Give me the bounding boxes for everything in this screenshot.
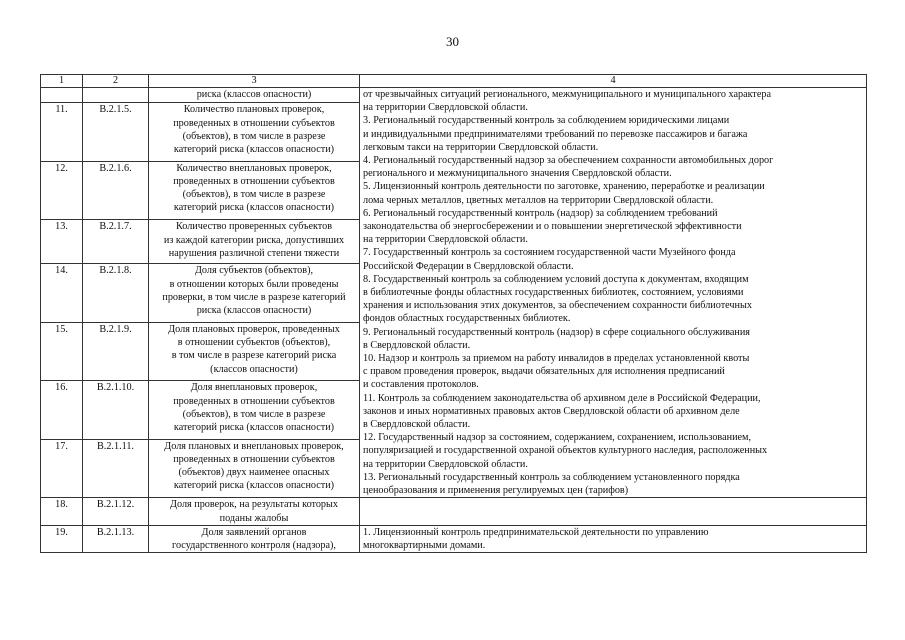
control-type-line: в библиотечные фонды областных государственных библиотек, состоянием, условиями [363, 287, 744, 299]
cell-description [149, 439, 360, 498]
control-type-line: законодательства об энергосбережении и о повышении энергетической эффективности [363, 221, 742, 233]
control-type-line: в Свердловской области. [363, 419, 471, 431]
control-type-line: на территории Свердловской области. [363, 234, 528, 246]
control-type-line: законов и иных нормативных правовых актов Свердловской области об архивном деле [363, 405, 740, 417]
cell-description [149, 220, 360, 264]
description-line: (объектов), в том числе в разрезе [182, 130, 326, 142]
continuation-row [41, 88, 867, 103]
control-type-line: регионального и межмуниципального значения Свердловской области. [363, 168, 672, 180]
description-line: категорий риска (классов опасности) [173, 480, 335, 492]
control-type-line: лома черных металлов, цветных металлов на территории Свердловской области. [363, 194, 714, 206]
control-type-line: и составления протоколов. [363, 379, 479, 391]
header-col-3: 3 [149, 75, 360, 88]
control-type-line: 10. Надзор и контроль за приемом на работу инвалидов в пределах установленной квоты [363, 353, 750, 365]
cell-num: 12. [41, 161, 83, 219]
description-line: Количество проверенных субъектов [175, 221, 333, 233]
indicators-table [40, 74, 867, 553]
control-type-line: 13. Региональный государственный контроль за соблюдением установленного порядка [363, 471, 740, 483]
control-type-line: хранения и использования этих документов, за обеспечением сохранности библиотечных [363, 300, 752, 312]
control-type-line: 9. Региональный государственный контроль (надзор) в сфере социального обслуживания [363, 326, 750, 338]
cell-num: 13. [41, 220, 83, 264]
cell-description [149, 161, 360, 219]
cell-code [83, 88, 149, 103]
header-col-4: 4 [360, 75, 867, 88]
cell-num: 19. [41, 525, 83, 552]
table-row [41, 498, 867, 525]
cell-code: В.2.1.6. [83, 161, 149, 219]
description-line: Количество плановых проверок, [183, 104, 325, 116]
description-line: риска (классов опасности) [196, 89, 312, 100]
control-cell-row18 [360, 498, 867, 525]
cell-num: 16. [41, 381, 83, 439]
control-cell-row19 [360, 525, 867, 552]
control-type-line: 1. Лицензионный контроль предпринимательской деятельности по управлению [363, 526, 709, 538]
control-type-line: 3. Региональный государственный контроль за соблюдением юридическими лицами [363, 115, 730, 127]
control-type-line: 4. Региональный государственный надзор за обеспечением сохранности автомобильных дорог [363, 155, 774, 167]
description-line: Доля плановых проверок, проведенных [168, 323, 340, 335]
description-line: в отношении которых были проведены [169, 278, 339, 290]
description-line: государственного контроля (надзора), [172, 539, 336, 551]
control-type-line: легковым такси на территории Свердловской области. [363, 141, 599, 153]
control-type-line: 5. Лицензионный контроль деятельности по заготовке, хранению, переработке и реализации [363, 181, 765, 193]
description-line: Доля проверок, на результаты которых [170, 499, 338, 511]
description-line: Доля плановых и внеплановых проверок, [164, 440, 344, 452]
description-line: проведенных в отношении субъектов [173, 117, 335, 129]
cell-description [149, 498, 360, 525]
description-line: Доля внеплановых проверок, [190, 382, 318, 394]
description-line: Доля заявлений органов [201, 526, 307, 538]
control-types-cell [360, 88, 867, 498]
cell-num: 17. [41, 439, 83, 498]
control-type-line: на территории Свердловской области. [363, 102, 528, 114]
header-col-2: 2 [83, 75, 149, 88]
cell-code: В.2.1.11. [83, 439, 149, 498]
cell-description [149, 264, 360, 322]
description-line: проведенных в отношении субъектов [173, 395, 335, 407]
cell-num: 11. [41, 103, 83, 161]
description-line: в том числе в разрезе категорий риска [171, 350, 337, 362]
cell-code: В.2.1.7. [83, 220, 149, 264]
description-line: проверки, в том числе в разрезе категорий [162, 291, 346, 303]
cell-num: 15. [41, 322, 83, 380]
control-type-line: 7. Государственный контроль за состоянием государственной части Музейного фонда [363, 247, 736, 259]
cell-num: 14. [41, 264, 83, 322]
cell-num [41, 88, 83, 103]
description-line: (классов опасности) [210, 363, 298, 375]
description-line: категорий риска (классов опасности) [173, 421, 335, 433]
description-line: (объектов), в том числе в разрезе [182, 189, 326, 201]
control-type-line: Российской Федерации в Свердловской области. [363, 260, 574, 272]
description-line: из каждой категории риска, допустивших [163, 234, 345, 246]
description-line: проведенных в отношении субъектов [173, 454, 335, 465]
control-type-line: на территории Свердловской области. [363, 458, 528, 470]
description-line: Доля субъектов (объектов), [194, 265, 314, 277]
page-number: 30 [446, 34, 459, 49]
cell-code: В.2.1.10. [83, 381, 149, 439]
cell-description [149, 88, 360, 103]
table-row [41, 525, 867, 552]
control-type-line: от чрезвычайных ситуаций регионального, межмуниципального и муниципального характера [363, 89, 772, 100]
description-line: поданы жалобы [219, 512, 289, 524]
cell-code: В.2.1.13. [83, 525, 149, 552]
header-col-1: 1 [41, 75, 83, 88]
cell-description [149, 381, 360, 439]
control-type-line: в Свердловской области. [363, 339, 471, 351]
control-type-line: популяризацией и государственной охраной объектов культурного наследия, расположенных [363, 445, 768, 457]
control-type-line: 6. Региональный государственный контроль (надзор) за соблюдением требований [363, 207, 718, 219]
cell-num: 18. [41, 498, 83, 525]
cell-code: В.2.1.8. [83, 264, 149, 322]
control-type-line: 11. Контроль за соблюдением законодательства об архивном деле в Российской Федерации, [363, 392, 761, 404]
control-type-line: с правом проведения проверок, выдачи обязательных для исполнения предписаний [363, 366, 725, 378]
description-line: нарушения различной степени тяжести [168, 247, 340, 259]
cell-description [149, 103, 360, 161]
cell-code: В.2.1.12. [83, 498, 149, 525]
control-type-line: многоквартирными домами. [363, 539, 486, 551]
control-type-line: фондов областных государственных библиотек. [363, 313, 571, 325]
description-line: Количество внеплановых проверок, [176, 162, 332, 174]
description-line: (объектов), в том числе в разрезе [182, 408, 326, 420]
cell-description [149, 322, 360, 380]
description-line: проведенных в отношении субъектов [173, 176, 335, 188]
control-type-line: ценообразования и применения регулируемых цен (тарифов) [363, 485, 629, 497]
description-line: категорий риска (классов опасности) [173, 144, 335, 156]
cell-description [149, 525, 360, 552]
description-line: в отношении субъектов (объектов), [177, 337, 331, 349]
description-line: риска (классов опасности) [196, 305, 312, 317]
description-line: (объектов) двух наименее опасных [178, 467, 330, 479]
cell-code: В.2.1.5. [83, 103, 149, 161]
control-type-line: 12. Государственный надзор за состоянием, содержанием, сохранением, использованием, [363, 432, 752, 444]
cell-code: В.2.1.9. [83, 322, 149, 380]
control-type-line: и индивидуальными предпринимателями требований по перевозке пассажиров и багажа [363, 128, 748, 140]
table-header-row [41, 75, 867, 88]
control-type-line: 8. Государственный контроль за соблюдением условий доступа к документам, входящим [363, 273, 749, 285]
description-line: категорий риска (классов опасности) [173, 202, 335, 214]
